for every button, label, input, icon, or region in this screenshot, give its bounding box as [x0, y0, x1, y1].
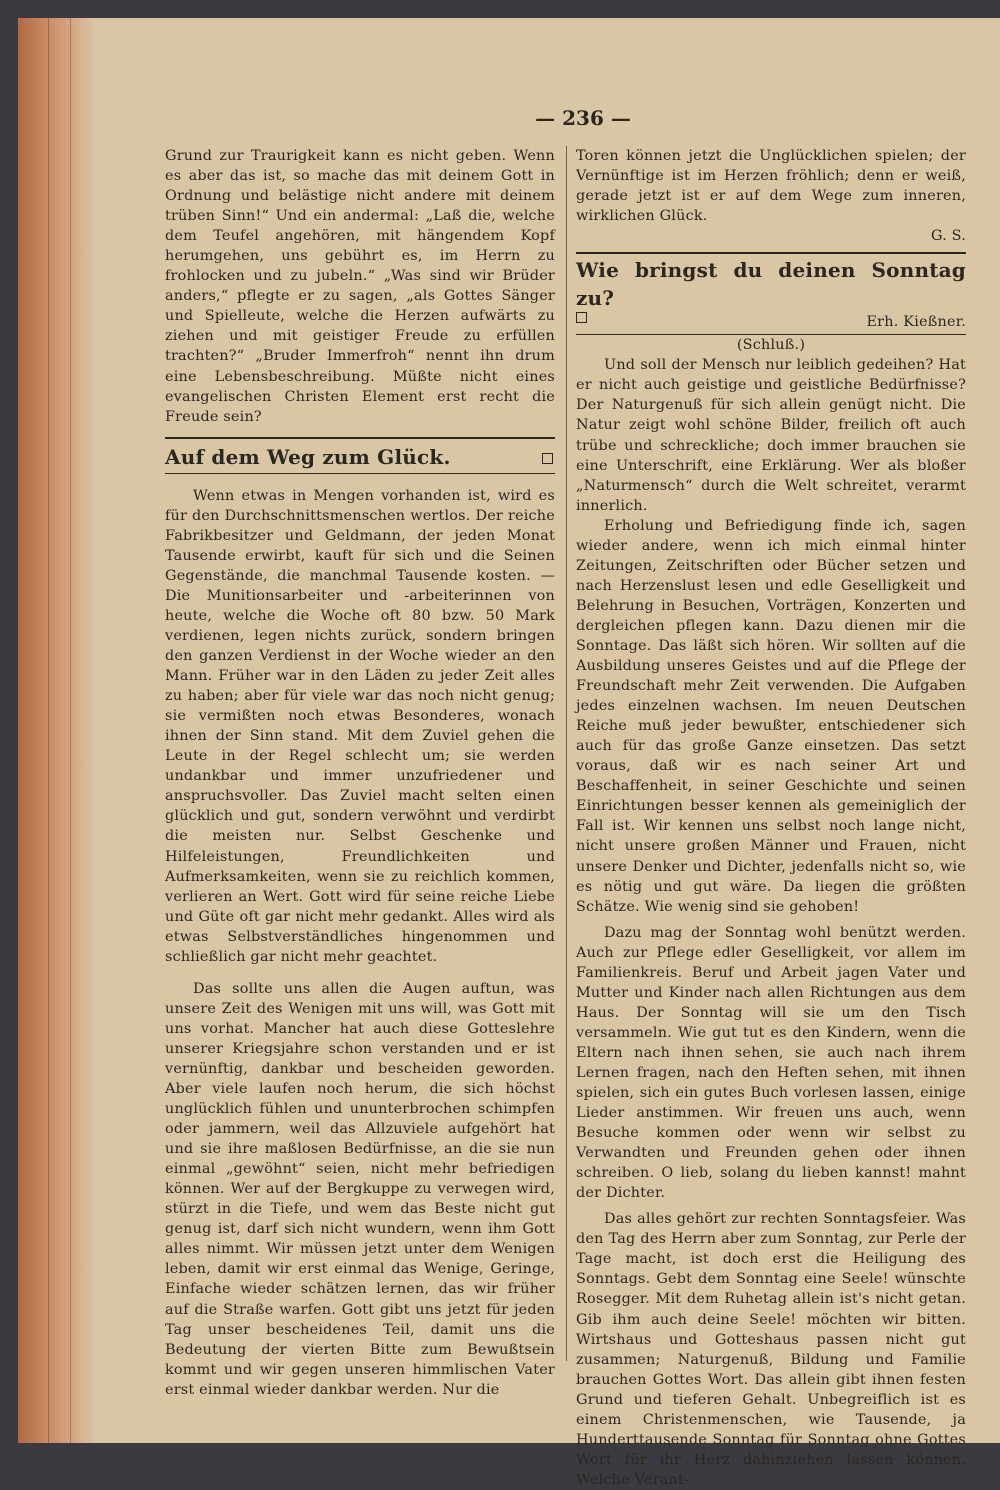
section-rule: [165, 437, 555, 439]
section-rule: [576, 252, 966, 254]
book-spine: [18, 18, 96, 1443]
spine-edge-line: [70, 18, 71, 1443]
signature: G. S.: [930, 228, 966, 245]
spine-edge-line: [48, 18, 49, 1443]
paragraph: Dazu mag der Sonntag wohl benützt werden. Auch zur Pflege edler Geselligkeit, vor allem im Familienkreis. Beruf und Arbeit jagen Vater und Mutter und Kinder nach allen Richtungen aus dem Haus. Der Sonntag will sie um den Tisch versammeln. Wie gut tut es den Kindern, wenn die Eltern nach ihnen sehen, sie auch nach ihrem Lernen fragen, nach den Heften sehen, mit ihnen spielen, sich ein gutes Buch vorlesen lassen, einige Lieder anstimmen. Wir freuen uns auch, wenn Besuche kommen oder wenn wir selbst zu Verwandten und Freunden gehen oder ihnen schreiben. O lieb, solang du lieben kannst! mahnt der Dichter.: [576, 924, 966, 1202]
paragraph: Toren können jetzt die Unglücklichen spielen; der Vernünftige ist im Herzen fröhlich; denn er weiß, gerade jetzt ist er auf dem Wege zum inneren, wirklichen Glück.: [576, 148, 966, 225]
square-ornament-icon: [542, 453, 553, 464]
author-name: Erh. Kießner.: [866, 314, 966, 331]
heading-text: Auf dem Weg zum Glück.: [165, 444, 451, 469]
page-number: — 236 —: [535, 106, 631, 130]
section-heading: Wie bringst du deinen Sonntag zu?: [576, 258, 966, 311]
author-line: [576, 312, 966, 332]
square-ornament-icon: [576, 312, 587, 323]
right-column: [576, 146, 966, 1490]
left-column: [165, 146, 555, 1400]
column-divider: [566, 146, 567, 1361]
section-heading: [165, 443, 555, 471]
book-page: [18, 18, 1000, 1488]
paragraph: Und soll der Mensch nur leiblich gedeihen? Hat er nicht auch geistige und geistliche Bedürfnisse? Der Naturgenuß für sich allein genügt nicht. Die Natur zeigt wohl schöne Bilder, freilich oft auch trübe und schreckliche; doch immer brauchen sie eine Unterschrift, eine Erklärung. Wer als bloßer „Naturmensch“ durch die Welt schreitet, verarmt innerlich.: [576, 357, 966, 514]
paragraph: Das sollte uns allen die Augen auftun, was unsere Zeit des Wenigen mit uns will, was Gott mit uns vorhat. Mancher hat auch diese Gotteslehre unserer Kriegsjahre schon verstanden und er ist vernünftig, dankbar und bescheiden geworden. Aber viele laufen noch herum, die sich höchst unglücklich fühlen und ununterbrochen schimpfen oder jammern, weil das Allzuviele aufgehört hat und sie ihre maßlosen Bedürfnisse, an die sie nun einmal „gewöhnt“ seien, nicht mehr befriedigen können. Wer auf der Bergkuppe zu verwegen wird, stürzt in die Tiefe, und wem das Beste nicht gut genug ist, darf sich nicht wundern, wenn ihm Gott alles nimmt. Wir müssen jetzt unter dem Wenigen leben, damit wir erst einmal das Wenige, Geringe, Einfache wieder schätzen lernen, das wir früher auf die Straße warfen. Gott gibt uns jetzt für jeden Tag unser bescheidenes Teil, damit uns die Bedeutung der vierten Bitte zum Bewußtsein kommt und wir gegen unseren himmlischen Vater erst einmal wieder dankbar werden. Nur die: [165, 980, 555, 1398]
paragraph: Erholung und Befriedigung finde ich, sagen wieder andere, wenn ich mich einmal hinter Zeitungen, Zeitschriften oder Bücher setzen und nach Herzenslust lesen und edle Geselligkeit und Belehrung in Besuchen, Vorträgen, Konzerten und dergleichen pflegen kann. Dazu dienen mir die Sonntage. Das läßt sich hören. Wir sollten auf die Ausbildung unseres Geistes und auf die Pflege der Freundschaft mehr Zeit verwenden. Die Aufgaben jedes einzelnen wachsen. Im neuen Deutschen Reiche muß jeder bewußter, entschiedener sich auch für das große Ganze einsetzen. Das setzt voraus, daß wir es nach seiner Art und Beschaffenheit, in seiner Geschichte und seinen Einrichtungen besser kennen als gemeiniglich der Fall ist. Wir kennen uns selbst noch lange nicht, nicht unsere großen Männer und Frauen, nicht unsere Denker und Dichter, jedenfalls nicht so, wie es nötig und gut wäre. Da liegen die größten Schätze. Wie wenig sind sie gehoben!: [576, 517, 966, 915]
paragraph: Grund zur Traurigkeit kann es nicht geben. Wenn es aber das ist, so mache das mit deinem Gott in Ordnung und belästige nicht andere mit deinem trüben Sinn!“ Und ein andermal: „Laß die, welche dem Teufel angehören, mit hängendem Kopf herumgehen, uns gebührt es, im Herrn zu frohlocken und zu jubeln.“ „Was sind wir Brüder anders,“ pflegte er zu sagen, „als Gottes Sänger und Spielleute, welche die Herzen aufwärts zu ziehen und mit geistiger Freude zu erfüllen trachten?“ „Bruder Immerfroh“ nennt ihn drum eine Lebensbeschreibung. Müßte nicht eines evangelischen Christen Element erst recht die Freude sein?: [165, 148, 555, 425]
paragraph: Wenn etwas in Mengen vorhanden ist, wird es für den Durchschnittsmenschen wertlos. Der reiche Fabrikbesitzer und Geldmann, der jeden Monat Tausende erwirbt, kauft für sich und die Seinen Gegenstände, die manchmal Tausende kosten. — Die Munitionsarbeiter und -arbeiterinnen von heute, welche die Woche oft 80 bzw. 50 Mark verdienen, legen nichts zurück, sondern bringen den ganzen Verdienst in der Woche wieder an den Mann. Früher war in den Läden zu jeder Zeit alles zu haben; aber für viele war das noch nicht genug; sie vermißten noch etwas Besonderes, wonach ihnen der Sinn stand. Mit dem Zuviel gehen die Leute in der Regel schlecht um; sie werden undankbar und immer unzufriedener und anspruchsvoller. Das Zuviel macht selten einen glücklich und gut, sondern verwöhnt und verdirbt die meisten nur. Selbst Geschenke und Hilfeleistungen, Freundlichkeiten und Aufmerksamkeiten, wenn sie zu reichlich kommen, verlieren an Wert. Gott wird für seine reiche Liebe und Güte oft gar nicht mehr gedankt. Alles wird als etwas Selbstverständliches hingenommen und schließlich gar nicht mehr geachtet.: [165, 487, 555, 965]
continuation-note: (Schluß.): [736, 337, 806, 354]
paragraph: Das alles gehört zur rechten Sonntagsfeier. Was den Tag des Herrn aber zum Sonntag, zur Perle der Tage macht, ist doch erst die Heiligung des Sonntags. Gebt dem Sonntag eine Seele! wünschte Rosegger. Mit dem Ruhetag allein ist's nicht getan. Gib ihm auch deine Seele! möchten wir bitten. Wirtshaus und Gotteshaus passen nicht gut zusammen; Naturgenuß, Bildung und Familie brauchen Gottes Wort. Das allein gibt ihnen festen Grund und tieferen Gehalt. Unbegreiflich ist es einem Christenmenschen, wie Tausende, ja Hunderttausende Sonntag für Sonntag ohne Gottes Wort für ihr Herz dahinziehen lassen können. Welche Verant-: [576, 1211, 966, 1488]
